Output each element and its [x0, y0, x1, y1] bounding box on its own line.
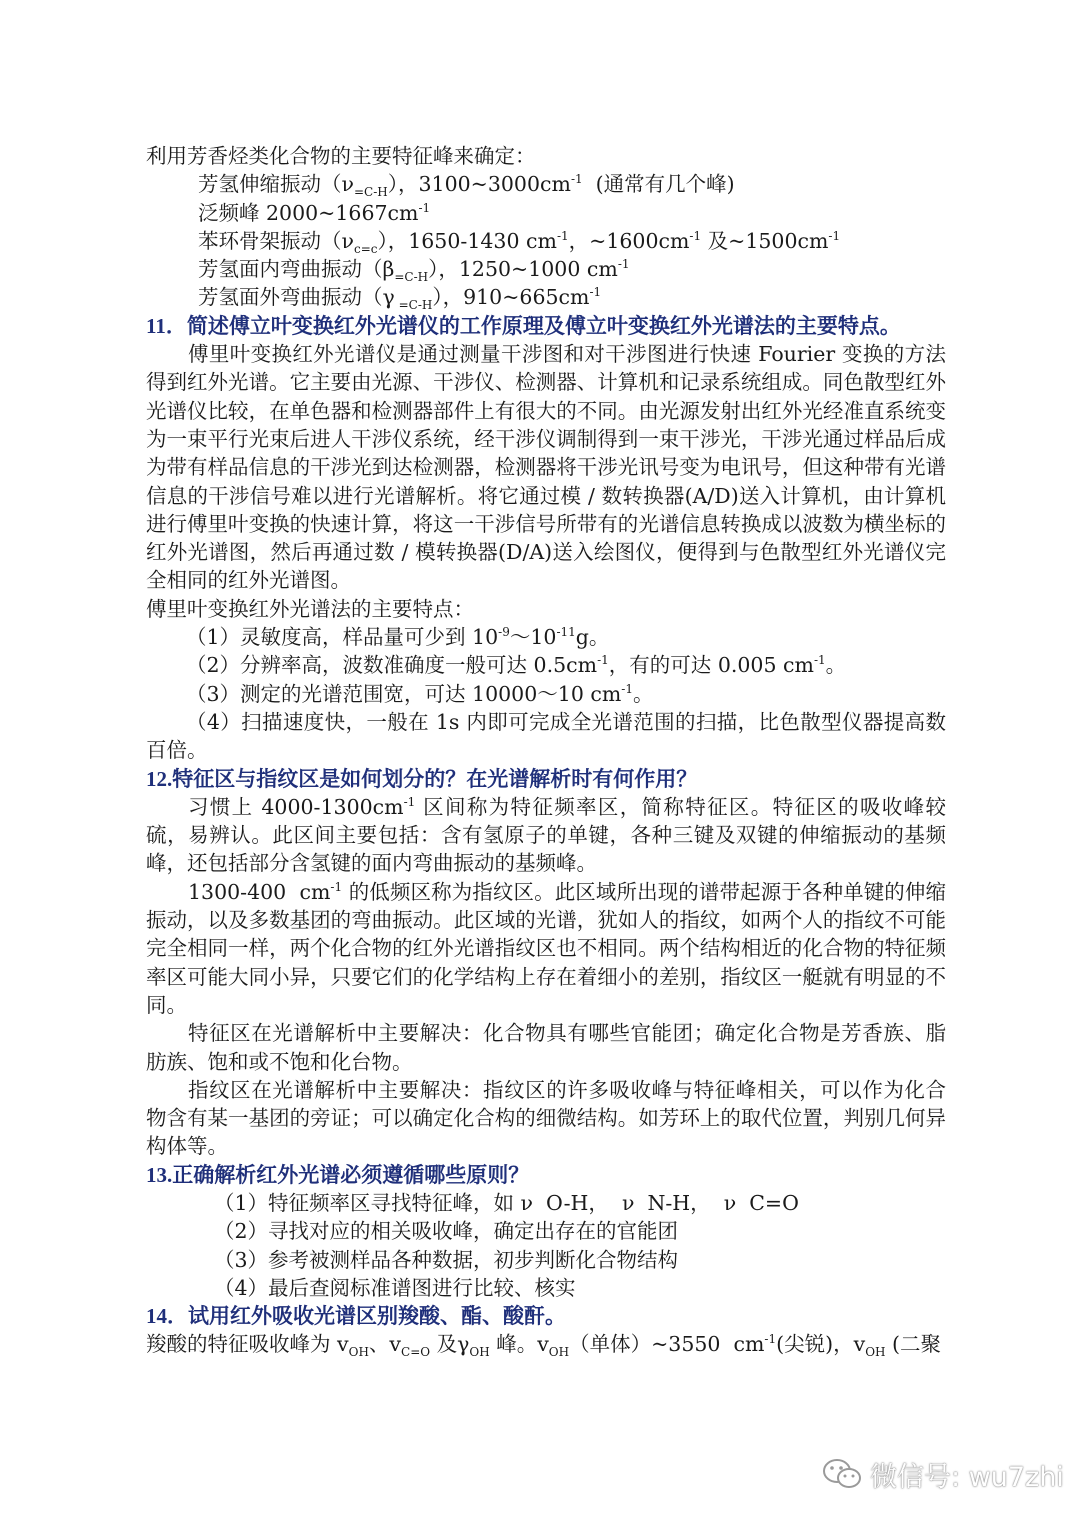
subscript: =C-H: [394, 270, 429, 285]
item-text: ，~1600cm: [568, 228, 690, 253]
watermark-text: 微信号: wu7zhi: [870, 1461, 1064, 1493]
q13-item-1: （1）特征频率区寻找特征峰，如 ν O-H， ν N-H， ν C=O: [214, 1190, 799, 1215]
item-text: (通常有几个峰): [582, 172, 735, 197]
subscript: OH: [548, 1345, 570, 1360]
superscript: -1: [330, 879, 343, 894]
aromatic-item-3: [146, 227, 946, 255]
wechat-icon: [822, 1457, 862, 1491]
superscript: -1: [621, 681, 633, 696]
q13-item-4: （4）最后查阅标准谱图进行比较、核实: [214, 1275, 576, 1300]
superscript: -1: [403, 795, 416, 809]
q14-heading: 14．试用红外吸收光谱区别羧酸、酯、酸酐。: [146, 1304, 566, 1329]
superscript: -1: [570, 172, 583, 187]
aromatic-item-2: [146, 199, 946, 227]
subscript: =C-H: [353, 185, 388, 200]
superscript: -1: [617, 257, 630, 272]
q11-feature-4: [146, 708, 946, 765]
q14-text: 羧酸的特征吸收峰为 v: [146, 1332, 349, 1357]
feature-text: 。: [825, 653, 847, 678]
feature-text: ，有的可达 0.005 cm: [608, 653, 814, 678]
q11-body: 傅里叶变换红外光谱仪是通过测量干涉图和对干涉图进行快速 Fourier 变换的方法得到红外光谱。它主要由光源、干涉仪、检测器、计算机和记录系统组成。同色散型红外光谱仪比较，在单色器和检测器部件上有很大的不同。由光源发射出红外光经准直系统变为一束平行光束后进人干涉仪系统，经干涉仪调制得到一束干涉光，干涉光通过样品后成为带有样品信息的干涉光到达检测器，检测器将干涉光讯号变为电讯号，但这种带有光谱信息的干涉信号难以进行光谱解析。将它通过模 / 数转换器(A/D)送入计算机，由计算机进行傅里叶变换的快速计算，将这一干涉信号所带有的光谱信息转换成以波数为横坐标的红外光谱图，然后再通过数 / 模转换器(D/A)送入绘图仪，便得到与色散型红外光谱仪完全相同的红外光谱图。: [146, 342, 946, 593]
feature-text: 。: [633, 681, 654, 706]
q11-feature-2: [146, 651, 946, 679]
q12-paragraph-1: [146, 793, 946, 878]
item-text: ），1250~1000 cm: [428, 257, 618, 282]
subscript: =C-H: [394, 298, 433, 313]
q11-feature-1: [146, 623, 946, 651]
aromatic-item-1: [146, 170, 946, 198]
q11-feature-3: [146, 680, 946, 708]
para-text: 的低频区称为指纹区。此区域所出现的谱带起源于各种单键的伸缩振动，以及多数基团的弯曲振动。此区域的光谱，犹如人的指纹，如两个人的指纹不可能完全相同一样，两个化合物的红外光谱指纹区也不相同。两个结构相近的化合物的特征频率区可能大同小异，只要它们的化学结构上存在着细小的差别，指纹区一艇就有明显的不同。: [146, 879, 947, 1017]
item-text: 苯环骨架振动（ν: [198, 228, 354, 253]
aromatic-item-5: [146, 283, 946, 311]
wechat-watermark: [822, 1452, 1064, 1496]
item-text: ），1650-1430 cm: [377, 228, 557, 253]
q14-text: （单体）~3550 cm: [569, 1332, 765, 1357]
q11-features-title: 傅里叶变换红外光谱法的主要特点：: [146, 596, 474, 621]
superscript: -1: [418, 200, 431, 215]
para-text: 1300-400 cm: [188, 879, 331, 904]
aromatic-item-4: [146, 255, 946, 283]
q14-text: 及γ: [430, 1332, 470, 1357]
item-text: 芳氢面内弯曲振动（β: [198, 257, 395, 282]
feature-text: （3）测定的光谱范围宽，可达 10000～10 cm: [186, 681, 622, 706]
para-text: 习惯上 4000-1300cm: [188, 794, 404, 819]
q14-line-1: [146, 1330, 946, 1358]
superscript: -1: [813, 653, 826, 668]
subscript: OH: [865, 1345, 886, 1360]
q12-paragraph-2: [146, 878, 946, 1019]
superscript: -1: [689, 229, 702, 244]
feature-text: （1）灵敏度高，样品量可少到 10: [186, 625, 499, 650]
q13-item-3: （3）参考被测样品各种数据，初步判断化合物结构: [214, 1247, 679, 1272]
q14-text: 峰。v: [489, 1332, 549, 1357]
feature-text: g。: [575, 625, 610, 650]
q13-heading: 13.正确解析红外光谱必须遵循哪些原则？: [146, 1162, 530, 1187]
subscript: OH: [348, 1345, 369, 1360]
q14-text: (二聚: [885, 1332, 942, 1357]
item-text: ），3100~3000cm: [387, 172, 571, 197]
item-text: ），910~665cm: [432, 285, 590, 310]
para-text: 区间称为特征频率区，简称特征区。特征区的吸收峰较硫，易辨认。此区间主要包括：含有氢原子的单键，各种三键及双键的伸缩振动的基频峰，还包括部分含氢键的面内弯曲振动的基频峰。: [146, 794, 946, 876]
superscript: -1: [597, 653, 609, 668]
q11-heading: 11．简述傅立叶变换红外光谱仪的工作原理及傅立叶变换红外光谱法的主要特点。: [146, 313, 901, 338]
q14-text: (尖锐)，v: [776, 1332, 866, 1357]
q13-item-2: （2）寻找对应的相关吸收峰，确定出存在的官能团: [214, 1219, 679, 1244]
feature-text: （2）分辨率高，波数准确度一般可达 0.5cm: [186, 653, 598, 678]
feature-text: ～10: [509, 625, 557, 650]
q14-text: 、v: [368, 1332, 402, 1357]
document-page: [146, 142, 946, 1359]
superscript: -1: [828, 229, 841, 244]
subscript: c=c: [353, 241, 378, 256]
superscript: -1: [556, 229, 569, 244]
intro-line: 利用芳香烃类化合物的主要特征峰来确定：: [146, 144, 536, 168]
superscript: -1: [589, 285, 602, 300]
item-text: 泛频峰 2000~1667cm: [198, 200, 419, 225]
superscript: -11: [556, 625, 576, 640]
superscript: -9: [498, 625, 510, 640]
feature-text: （4）扫描速度快，一般在 1s 内即可完成全光谱范围的扫描，比色散型仪器提高数百倍。: [146, 709, 946, 763]
subscript: C=O: [401, 1345, 431, 1360]
subscript: OH: [469, 1345, 490, 1360]
superscript: -1: [764, 1332, 777, 1347]
item-text: 芳氢面外弯曲振动（γ: [198, 285, 395, 310]
item-text: 及~1500cm: [701, 228, 829, 253]
item-text: 芳氢伸缩振动（ν: [198, 172, 354, 197]
q12-heading: 12.特征区与指纹区是如何划分的？在光谱解析时有何作用？: [146, 766, 698, 791]
q12-paragraph-4: 指纹区在光谱解析中主要解决：指纹区的许多吸收峰与特征峰相关，可以作为化合物含有某一基团的旁证；可以确定化合构的细微结构。如芳环上的取代位置，判别几何异构体等。: [146, 1077, 946, 1159]
q12-paragraph-3: 特征区在光谱解析中主要解决：化合物具有哪些官能团；确定化合物是芳香族、脂肪族、饱和或不饱和化台物。: [146, 1021, 946, 1074]
